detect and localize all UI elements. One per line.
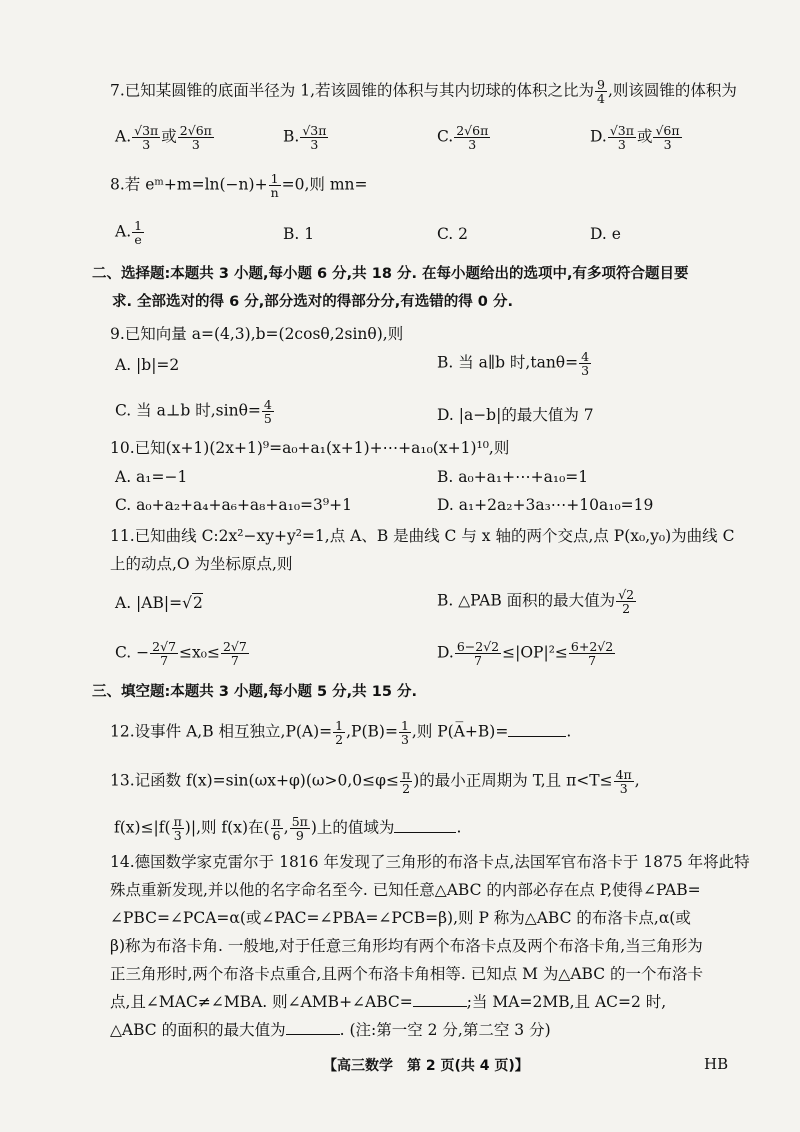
footer-page-info: 【高三数学 第 2 页(共 4 页)】 (323, 1058, 529, 1074)
q14-line7: △ABC 的面积的最大值为 . (注:第一空 2 分,第二空 3 分) (110, 1021, 551, 1039)
q11-stem-line2: 上的动点,O 为坐标原点,则 (110, 555, 293, 573)
q8-option-a: A. $\frac{1}{e}$ (115, 218, 143, 247)
q14-line6: 点,且∠MAC≠∠MBA. 则∠AMB+∠ABC= ;当 MA=2MB,且 AC=2 时, (110, 993, 667, 1011)
q10-option-c: C. a₀+a₂+a₄+a₆+a₈+a₁₀=3⁹+1 (115, 496, 352, 514)
q14-answer-blank-2 (286, 1020, 340, 1035)
q9-option-d: D. |a−b|的最大值为 7 (437, 406, 594, 424)
q8-option-d: D. e (590, 225, 621, 243)
section-3-heading: 三、填空题:本题共 3 小题,每小题 5 分,共 15 分. (92, 684, 417, 700)
q10-option-d: D. a₁+2a₂+3a₃⋯+10a₁₀=19 (437, 496, 654, 514)
q9-option-b: B. 当 a∥b 时,tanθ= $\frac{4}{3}$ (437, 349, 590, 378)
q8-stem: 8.若 eᵐ+m=ln(−n)+ $\frac{1}{n}$ =0,则 mn= (110, 171, 368, 200)
q12-answer-blank (508, 722, 566, 737)
q10-option-a: A. a₁=−1 (115, 468, 188, 486)
q12-stem: 12.设事件 A,B 相互独立,P(A)= $\frac{1}{2}$ ,P(B)= $\frac{1}{3}$ ,则 P(A̅+B)= . (110, 718, 572, 747)
q11-option-c: C. − $\frac{2√7}{7}$ ≤x₀≤ $\frac{2√7}{7}$ (115, 639, 247, 668)
q13-answer-blank (394, 818, 456, 833)
section-2-heading: 二、选择题:本题共 3 小题,每小题 6 分,共 18 分. 在每小题给出的选项中,有多项符合题目要 (92, 266, 689, 282)
q7-option-a: A. $\frac{√3\pi}{3}$ 或 $\frac{2√6\pi}{3}$ (115, 123, 212, 152)
q14-line5: 正三角形时,两个布洛卡点重合,且两个布洛卡角相等. 已知点 M 为△ABC 的一个布洛卡 (110, 965, 704, 983)
q13-stem-line1: 13.记函数 f(x)=sin(ωx+φ)(ω>0,0≤φ≤ $\frac{\pi}{2}$ )的最小正周期为 T,且 π<T≤ $\frac{4\pi}{3}$ , (110, 767, 640, 796)
q13-stem-line2: f(x)≤|f( $\frac{\pi}{3}$ )|,则 f(x)在( $\frac{\pi}{6}$ , $\frac{5\pi}{9}$ )上的值域为 . (114, 814, 462, 843)
q7-option-b: B. $\frac{√3\pi}{3}$ (283, 123, 327, 152)
q11-option-a: A. |AB|=√2 (115, 594, 203, 612)
q14-answer-blank-1 (413, 992, 467, 1007)
q11-option-d: D. $\frac{6-2√2}{7}$ ≤|OP|²≤ $\frac{6+2√2}{7}$ (437, 639, 614, 668)
q7-stem: 7.已知某圆锥的底面半径为 1,若该圆锥的体积与其内切球的体积之比为 $\frac{9}{4}$ ,则该圆锥的体积为 (110, 77, 737, 106)
q8-option-c: C. 2 (437, 225, 469, 243)
q11-option-b: B. △PAB 面积的最大值为 $\frac{√2}{2}$ (437, 587, 635, 616)
q7-option-c: C. $\frac{2√6\pi}{3}$ (437, 123, 489, 152)
q9-option-c: C. 当 a⊥b 时,sinθ= $\frac{4}{5}$ (115, 397, 272, 426)
q10-stem: 10.已知(x+1)(2x+1)⁹=a₀+a₁(x+1)+⋯+a₁₀(x+1)¹⁰,则 (110, 439, 510, 457)
q14-line4: β)称为布洛卡角. 一般地,对于任意三角形均有两个布洛卡点及两个布洛卡角,当三角形为 (110, 937, 703, 955)
q14-line3: ∠PBC=∠PCA=α(或∠PAC=∠PBA=∠PCB=β),则 P 称为△ABC 的布洛卡点,α(或 (110, 909, 691, 927)
q14-line1: 14.德国数学家克雷尔于 1816 年发现了三角形的布洛卡点,法国军官布洛卡于 1875 年将此特 (110, 853, 750, 871)
q10-option-b: B. a₀+a₁+⋯+a₁₀=1 (437, 468, 589, 486)
q9-option-a: A. |b|=2 (115, 356, 180, 374)
q8-option-b: B. 1 (283, 225, 315, 243)
q7-option-d: D. $\frac{√3\pi}{3}$ 或 $\frac{√6\pi}{3}$ (590, 123, 680, 152)
q11-stem-line1: 11.已知曲线 C:2x²−xy+y²=1,点 A、B 是曲线 C 与 x 轴的两个交点,点 P(x₀,y₀)为曲线 C (110, 527, 735, 545)
q9-stem: 9.已知向量 a=(4,3),b=(2cosθ,2sinθ),则 (110, 325, 404, 343)
footer-code: HB (704, 1055, 729, 1073)
q14-line2: 殊点重新发现,并以他的名字命名至今. 已知任意△ABC 的内部必存在点 P,使得∠PAB= (110, 881, 701, 899)
section-2-instructions: 求. 全部选对的得 6 分,部分选对的得部分分,有选错的得 0 分. (112, 294, 513, 310)
